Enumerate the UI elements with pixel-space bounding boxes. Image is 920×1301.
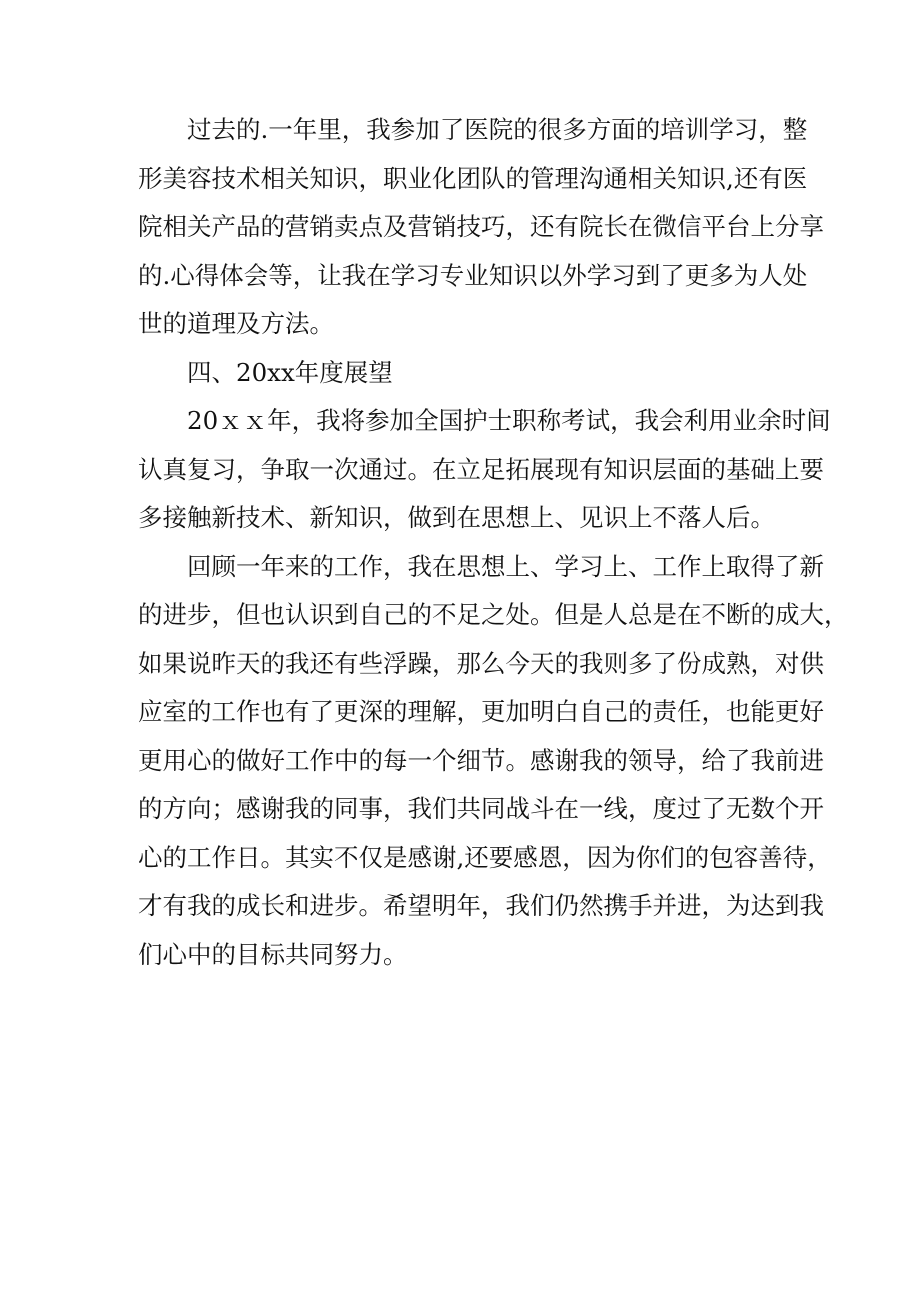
text-line: 多接触新技术、新知识，做到在思想上、见识上不落人后。 bbox=[138, 503, 775, 532]
paragraph-review bbox=[138, 543, 849, 980]
text-line: 的方向；感谢我的同事，我们共同战斗在一线，度过了无数个开 bbox=[138, 794, 824, 823]
text-line: 们心中的目标共同努力。 bbox=[138, 939, 408, 969]
text-line: 院相关产品的营销卖点及营销技巧，还有院长在微信平台上分享 bbox=[138, 212, 824, 241]
text-line: 的进步，但也认识到自己的不足之处。但是人总是在不断的成大， bbox=[138, 600, 849, 629]
text-line: 心的工作日。其实不仅是感谢,还要感恩，因为你们的包容善待， bbox=[138, 842, 832, 872]
document-body bbox=[138, 106, 849, 979]
text-line: 20ｘｘ年，我将参加全国护士职称考试，我会利用业余时间 bbox=[187, 406, 831, 435]
text-line: 更用心的做好工作中的每一个细节。感谢我的领导，给了我前进 bbox=[138, 745, 824, 775]
text-line: 认真复习，争取一次通过。在立足拓展现有知识层面的基础上要 bbox=[138, 454, 824, 484]
text-line: 的.心得体会等，让我在学习专业知识以外学习到了更多为人处 bbox=[138, 260, 808, 290]
section-heading-outlook bbox=[138, 349, 788, 398]
text-line: 过去的.一年里，我参加了医院的很多方面的培训学习，整 bbox=[187, 115, 808, 144]
paragraph-training bbox=[138, 106, 824, 349]
heading-line: 四、20xx年度展望 bbox=[187, 357, 393, 387]
text-line: 如果说昨天的我还有些浮躁，那么今天的我则多了份成熟，对供 bbox=[138, 648, 824, 678]
paragraph-outlook bbox=[138, 397, 831, 543]
text-line: 回顾一年来的工作，我在思想上、学习上、工作上取得了新 bbox=[187, 551, 824, 581]
text-line: 形美容技术相关知识，职业化团队的管理沟通相关知识,还有医 bbox=[138, 163, 808, 193]
text-line: 世的道理及方法。 bbox=[138, 309, 334, 338]
text-line: 应室的工作也有了更深的理解，更加明白自己的责任，也能更好 bbox=[138, 697, 824, 726]
text-line: 才有我的成长和进步。希望明年，我们仍然携手并进，为达到我 bbox=[138, 891, 824, 920]
